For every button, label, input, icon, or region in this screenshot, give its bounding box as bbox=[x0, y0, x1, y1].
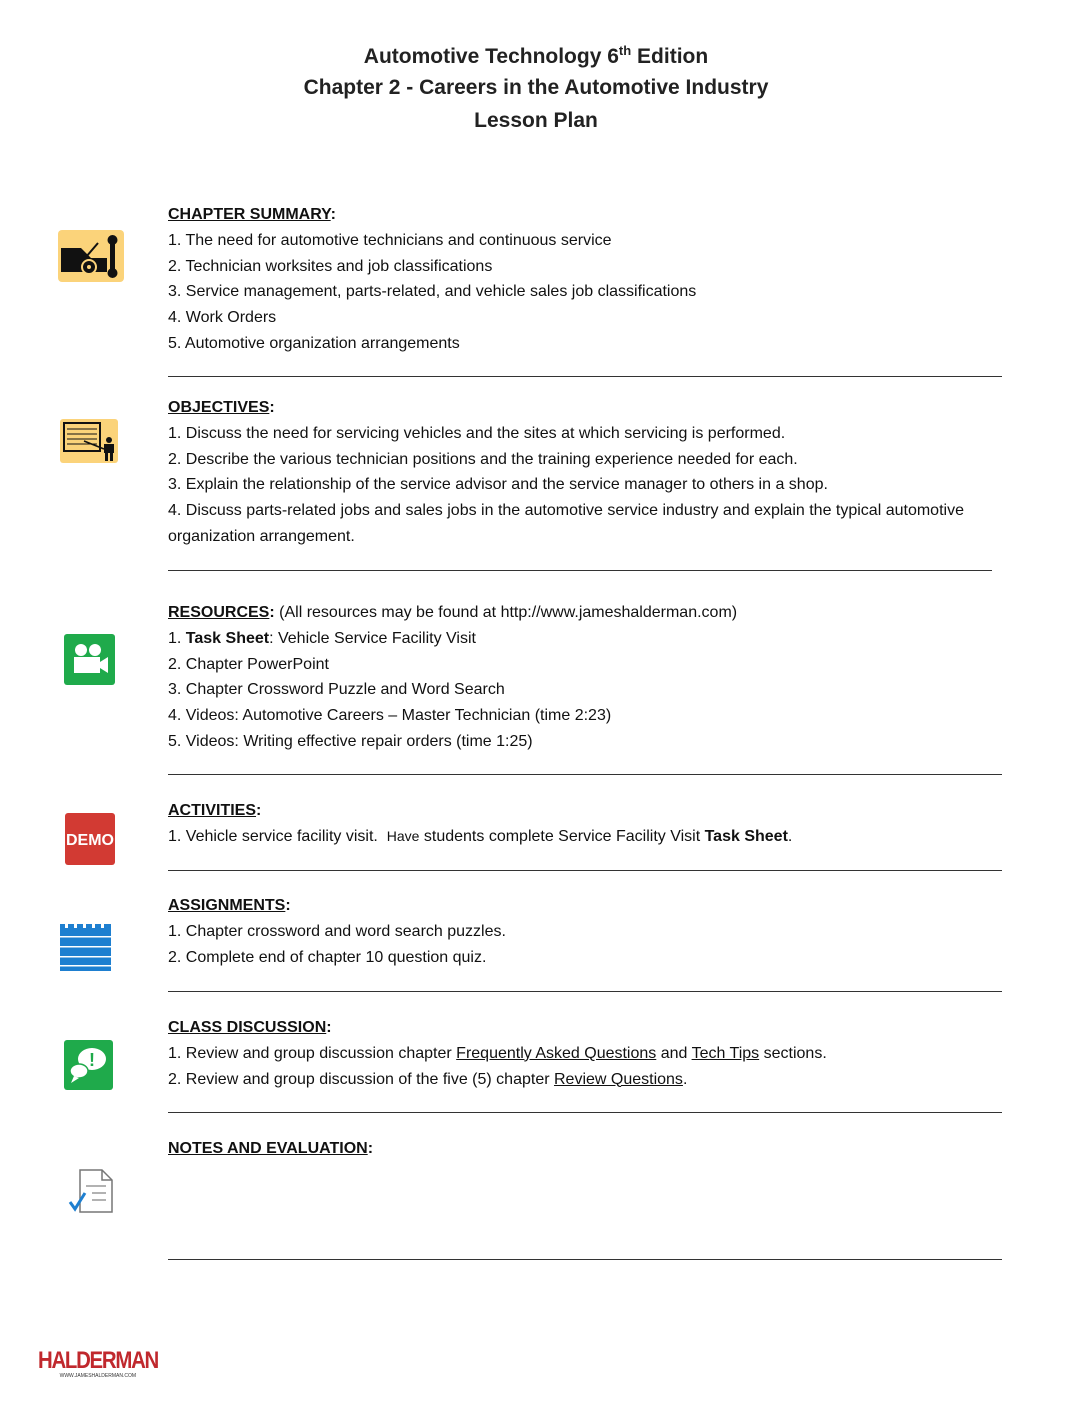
list-item: 4. Discuss parts-related jobs and sales jobs in the automotive service industry and explain the typical automotive organization arrangement. bbox=[168, 502, 964, 545]
video-camera-icon bbox=[64, 634, 115, 685]
objectives-section: OBJECTIVES: 1. Discuss the need for servicing vehicles and the sites at which servicing is performed. 2. Describe the various technician positions and the training experience needed for each. 3. Explain the relationship of the service advisor and the service manager to others in a shop. 4. Discuss parts-related jobs and sales jobs in the automotive service industry and explain the typical automotive organization arrangement. bbox=[168, 395, 1008, 550]
svg-text:!: ! bbox=[89, 1050, 95, 1070]
review-questions-link[interactable]: Review Questions bbox=[553, 1070, 683, 1088]
checklist-document-icon bbox=[68, 1168, 114, 1214]
divider bbox=[168, 570, 992, 571]
list-item: 3. Explain the relationship of the service advisor and the service manager to others in a shop. bbox=[168, 476, 828, 494]
list-item: 5. Automotive organization arrangements bbox=[168, 334, 460, 352]
list-item: 3. Service management, parts-related, and vehicle sales job classifications bbox=[168, 283, 697, 301]
list-item: 2. Describe the various technician positions and the training experience needed for each. bbox=[168, 450, 798, 468]
notes-section: NOTES AND EVALUATION: bbox=[168, 1140, 374, 1157]
chapter-summary-section: CHAPTER SUMMARY: 1. The need for automotive technicians and continuous service 2. Technician worksites and job classifications 3. Service management, parts-related, and vehicle sales job classifications 4. Work Orders 5. Automotive organization arrangements bbox=[168, 202, 1008, 357]
class-discussion-section: CLASS DISCUSSION: 1. Review and group discussion chapter Frequently Asked Questions and Tech Tips sections. 2. Review and group discussion of the five (5) chapter Review Questions. bbox=[168, 1015, 1008, 1092]
activities-section: ACTIVITIES: 1. Vehicle service facility visit. Have students complete Service Facility Visit Task Sheet. bbox=[168, 798, 1008, 850]
list-item: 2. Review and group discussion of the five (5) chapter Review Questions. bbox=[168, 1070, 688, 1088]
discussion-icon bbox=[64, 1040, 113, 1090]
list-item: 1. Chapter crossword and word search puzzles. bbox=[168, 922, 506, 940]
tech-tips-link[interactable]: Tech Tips bbox=[691, 1044, 760, 1062]
lesson-plan-title: Lesson Plan bbox=[474, 109, 598, 132]
demo-icon bbox=[65, 813, 115, 865]
svg-text:DEMO: DEMO bbox=[66, 832, 114, 849]
list-item: 4. Work Orders bbox=[168, 309, 277, 327]
divider bbox=[168, 991, 1002, 992]
divider bbox=[168, 870, 1002, 871]
list-item: 1. Task Sheet: Vehicle Service Facility Visit bbox=[168, 629, 476, 647]
divider bbox=[168, 1112, 1002, 1113]
assignments-section: ASSIGNMENTS: 1. Chapter crossword and word search puzzles. 2. Complete end of chapter 10 question quiz. bbox=[168, 893, 1008, 970]
list-item: 2. Technician worksites and job classifications bbox=[168, 257, 493, 275]
list-item: 1. Discuss the need for servicing vehicles and the sites at which servicing is performed. bbox=[168, 424, 786, 442]
list-item: 5. Videos: Writing effective repair orders (time 1:25) bbox=[168, 732, 533, 750]
list-item: 3. Chapter Crossword Puzzle and Word Search bbox=[168, 681, 505, 699]
chapter-title: Chapter 2 - Careers in the Automotive Industry bbox=[303, 76, 769, 99]
divider bbox=[168, 774, 1002, 775]
list-item: 4. Videos: Automotive Careers – Master Technician (time 2:23) bbox=[168, 707, 612, 725]
car-wrench-icon bbox=[58, 230, 124, 282]
halderman-logo: HALDERMAN WWW.JAMESHALDERMAN.COM bbox=[38, 1347, 158, 1379]
faq-link[interactable]: Frequently Asked Questions bbox=[456, 1044, 657, 1062]
list-item: 2. Chapter PowerPoint bbox=[168, 655, 329, 673]
teacher-board-icon bbox=[60, 419, 118, 463]
divider bbox=[168, 376, 1002, 377]
notepad-icon bbox=[60, 920, 111, 971]
divider bbox=[168, 1259, 1002, 1260]
list-item: 1. The need for automotive technicians and continuous service bbox=[168, 231, 612, 249]
list-item: 1. Review and group discussion chapter Frequently Asked Questions and Tech Tips sections. bbox=[168, 1044, 827, 1062]
list-item: 2. Complete end of chapter 10 question quiz. bbox=[168, 948, 487, 966]
doc-title: Automotive Technology 6th Edition bbox=[363, 43, 709, 68]
resources-section: RESOURCES: (All resources may be found at http://www.jameshalderman.com) 1. Task Sheet: Vehicle Service Facility Visit 2. Chapter PowerPoint 3. Chapter Crossword Puzzle and Word Search 4. Videos: Automotive Careers – Master Technician (time 2:23) 5. Videos: Writing effective repair orders (time 1:25) bbox=[168, 600, 1008, 755]
list-item: 1. Vehicle service facility visit. Have students complete Service Facility Visit Task Sheet. bbox=[168, 827, 793, 845]
